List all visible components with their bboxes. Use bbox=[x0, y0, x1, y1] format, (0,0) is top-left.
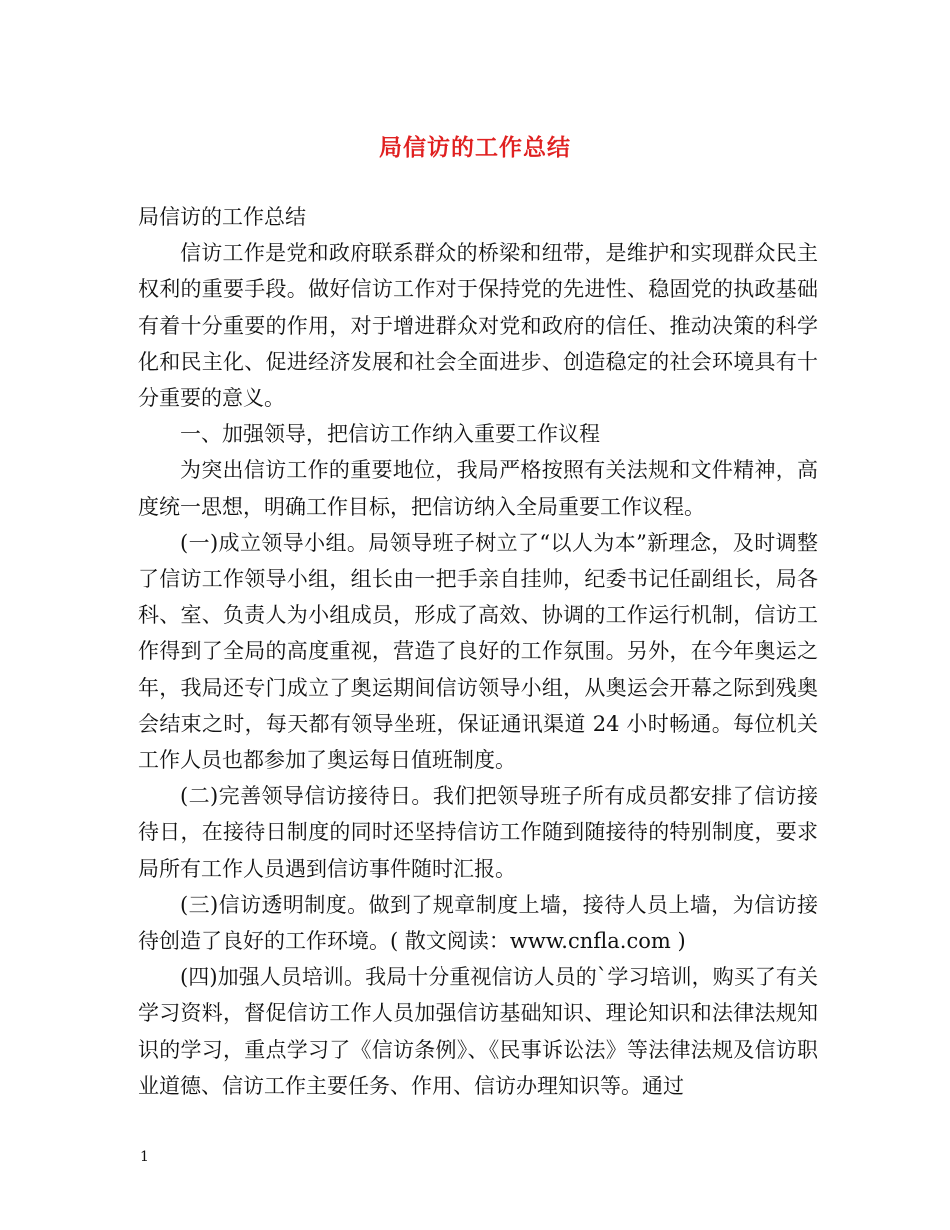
paragraph: (二)完善领导信访接待日。我们把领导班子所有成员都安排了信访接待日，在接待日制度的同时还坚持信访工作随到随接待的特别制度，要求局所有工作人员遇到信访事件随时汇报。 bbox=[138, 784, 818, 881]
paragraph: 局信访的工作总结 bbox=[138, 205, 306, 229]
paragraph: (一)成立领导小组。局领导班子树立了“以人为本”新理念，及时调整了信访工作领导小组，组长由一把手亲自挂帅，纪委书记任副组长，局各科、室、负责人为小组成员，形成了高效、协调的工作运行机制，信访工作得到了全局的高度重视，营造了良好的工作氛围。另外，在今年奥运之年，我局还专门成立了奥运期间信访领导小组，从奥运会开幕之际到残奥会结束之时，每天都有领导坐班，保证通讯渠道 24 小时畅通。每位机关工作人员也都参加了奥运每日值班制度。 bbox=[138, 530, 818, 773]
paragraph: (四)加强人员培训。我局十分重视信访人员的`学习培训，购买了有关学习资料，督促信访工作人员加强信访基础知识、理论知识和法律法规知识的学习，重点学习了《信访条例》、《民事诉讼法》等法律法规及信访职业道德、信访工作主要任务、作用、信访办理知识等。通过 bbox=[138, 965, 818, 1098]
paragraph: 为突出信访工作的重要地位，我局严格按照有关法规和文件精神，高度统一思想，明确工作目标，把信访纳入全局重要工作议程。 bbox=[138, 458, 818, 519]
document-body bbox=[138, 199, 818, 1104]
document-title: 局信访的工作总结 bbox=[379, 135, 571, 161]
paragraph: 信访工作是党和政府联系群众的桥梁和纽带，是维护和实现群众民主权利的重要手段。做好信访工作对于保持党的先进性、稳固党的执政基础有着十分重要的作用，对于增进群众对党和政府的信任、推动决策的科学化和民主化、促进经济发展和社会全面进步、创造稳定的社会环境具有十分重要的意义。 bbox=[138, 241, 818, 411]
page-number: 1 bbox=[140, 1149, 149, 1165]
paragraph: 一、加强领导，把信访工作纳入重要工作议程 bbox=[180, 422, 600, 447]
paragraph: (三)信访透明制度。做到了规章制度上墙，接待人员上墙，为信访接待创造了良好的工作环境。( 散文阅读：www.cnfla.com ) bbox=[138, 892, 818, 954]
